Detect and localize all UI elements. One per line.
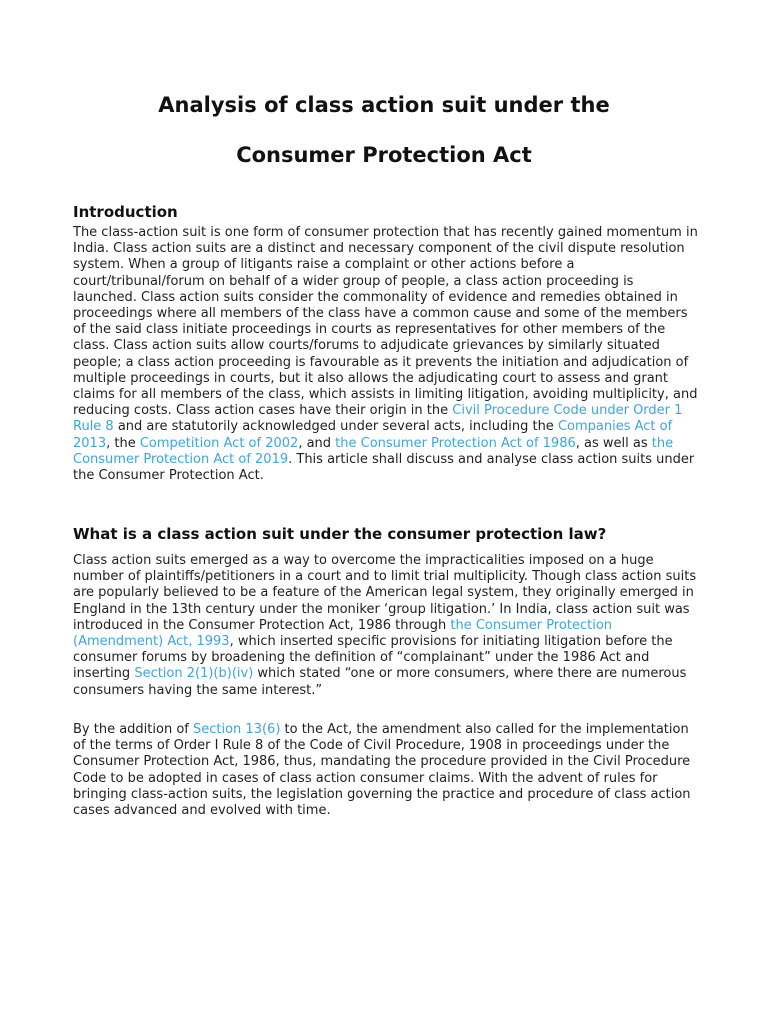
paragraph-text: Class action suits emerged as a way to overcome the impracticalities imposed on a huge number of plaintiffs/petitioners in a court and to limit trial multiplicity. Though class action suits are popularly believed to be a feature of the American legal system, they originally emerged in England in the 13th century under the moniker ‘group litigation.’ In India, class action suit was introduced in the Consumer Protection Act, 1986 through [73,553,697,633]
introduction-paragraph [73,225,701,484]
inline-link[interactable]: the Consumer Protection (Amendment) Act, 1993 [73,617,613,650]
paragraph-text: , which inserted specific provisions for initiating litigation before the consumer forums by broadening the definition of “complainant” under the 1986 Act and inserting [73,634,673,682]
paragraph-text: By the addition of [73,722,193,737]
paragraph-text: to the Act, the amendment also called for the implementation of the terms of Order I Rule 8 of the Code of Civil Procedure, 1908 in proceedings under the Consumer Protection Act, 1986, thus, mandating the procedure provided in the Civil Procedure Code to be adopted in cases of class action consumer claims. With the advent of rules for bringing class-action suits, the legislation governing the practice and procedure of class action cases advanced and evolved with time. [73,722,691,819]
document-title-line-1: Analysis of class action suit under the [158,93,610,117]
inline-link[interactable]: Section 2(1)(b)(iv) [134,666,254,682]
document-title-line-2: Consumer Protection Act [236,143,532,167]
inline-link[interactable]: Competition Act of 2002 [139,435,299,451]
paragraph-text: and are statutorily acknowledged under several acts, including the [113,419,558,435]
paragraph-text: , as well as [575,435,652,451]
paragraph-text: . This article shall discuss and analyse class action suits under the Consumer Protection Act. [73,451,695,484]
section-heading-what-is-class-action: What is a class action suit under the consumer protection law? [73,525,607,543]
inline-link[interactable]: Section 13(6) [193,722,281,737]
paragraph-text: , and [298,435,336,451]
inline-link[interactable]: the Consumer Protection Act of 2019 [73,435,674,467]
class-action-origin-paragraph [73,553,701,699]
inline-link[interactable]: Civil Procedure Code under Order 1 Rule 8 [73,403,683,435]
paragraph-text: The class-action suit is one form of consumer protection that has recently gained momentum in India. Class action suits are a distinct and necessary component of the civil dispute resolution system. When a group of litigants raise a complaint or other actions before a court/tribunal/forum on behalf of a wider group of people, a class action proceeding is launched. Class action suits consider the commonality of evidence and remedies obtained in proceedings where all members of the class have a common cause and some of the members of the said class initiate proceedings in courts as representatives for other members of the class. Class action suits allow courts/forums to adjudicate grievances by similarly situated people; a class action proceeding is favourable as it prevents the initiation and adjudication of multiple proceedings in courts, but it also allows the adjudicating court to assess and grant claims for all members of the class, which assists in limiting litigation, avoiding multiplicity, and reducing costs. Class action cases have their origin in the [73,225,698,419]
paragraph-text: , the [106,435,140,451]
inline-link[interactable]: Companies Act of 2013 [73,419,673,451]
section-heading-introduction: Introduction [73,203,178,221]
paragraph-text: which stated “one or more consumers, where there are numerous consumers having the same interest.” [73,666,687,698]
section-13-6-paragraph [73,722,701,819]
inline-link[interactable]: the Consumer Protection Act of 1986 [335,435,576,451]
